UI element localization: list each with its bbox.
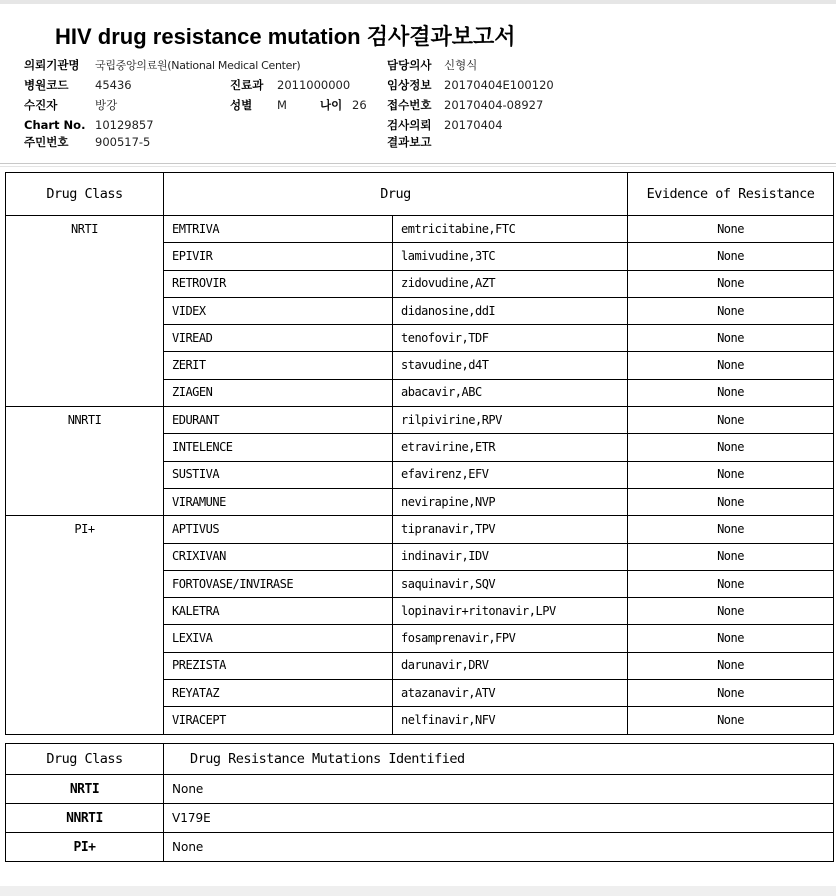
generic-name-cell: lopinavir+ritonavir,LPV [393,598,628,625]
info-referring-institution [24,58,80,72]
mutation-table-body [6,775,834,862]
col-header-drug: Drug [164,173,628,216]
info-department: 진료과 [230,78,264,92]
generic-name-cell: atazanavir,ATV [393,680,628,707]
drug-class-cell: NNRTI [6,407,164,516]
mutation-value-cell: None [164,833,834,862]
generic-name-cell: darunavir,DRV [393,652,628,679]
mutation-table [5,743,834,862]
mutation-value-cell: V179E [164,804,834,833]
drug-class-cell: PI+ [6,516,164,734]
brand-name-cell: APTIVUS [164,516,393,543]
generic-name-cell: tenofovir,TDF [393,325,628,352]
generic-name-cell: fosamprenavir,FPV [393,625,628,652]
table-row [6,407,834,434]
evidence-cell: None [628,461,834,488]
info-chart-no: Chart No. [24,118,86,132]
info-value-receipt-no: 20170404-08927 [444,98,544,112]
brand-name-cell: FORTOVASE/INVIRASE [164,570,393,597]
brand-name-cell: ZERIT [164,352,393,379]
evidence-cell: None [628,325,834,352]
evidence-cell: None [628,625,834,652]
report-title: HIV drug resistance mutation 검사결과보고서 [55,24,516,49]
info-hospital-code: 병원코드 [24,78,69,92]
evidence-cell: None [628,707,834,734]
evidence-cell: None [628,352,834,379]
info-value-test-request: 20170404 [444,118,503,132]
table-row [6,216,834,243]
evidence-cell: None [628,598,834,625]
col-header-mut-drug-class: Drug Class [6,744,164,775]
table-row [6,833,834,862]
info-patient: 수진자 [24,98,58,112]
brand-name-cell: KALETRA [164,598,393,625]
top-strip [0,0,836,4]
generic-name-cell: indinavir,IDV [393,543,628,570]
info-sex: 성별 [230,98,253,112]
bottom-strip [0,886,836,896]
info-value-clinical-info: 20170404E100120 [444,78,554,92]
generic-name-cell: efavirenz,EFV [393,461,628,488]
brand-name-cell: INTELENCE [164,434,393,461]
generic-name-cell: rilpivirine,RPV [393,407,628,434]
info-receipt-no: 접수번호 [387,98,432,112]
info-value-sex: M [277,98,287,112]
brand-name-cell: EDURANT [164,407,393,434]
generic-name-cell: emtricitabine,FTC [393,216,628,243]
brand-name-cell: VIDEX [164,297,393,324]
generic-name-cell: zidovudine,AZT [393,270,628,297]
header-divider-shadow [0,166,836,167]
table-row [6,804,834,833]
brand-name-cell: CRIXIVAN [164,543,393,570]
info-resident-no: 주민번호 [24,135,69,149]
info-value-patient: 방강 [95,98,118,112]
brand-name-cell: PREZISTA [164,652,393,679]
col-header-drug-class: Drug Class [6,173,164,216]
generic-name-cell: nevirapine,NVP [393,488,628,515]
brand-name-cell: VIRACEPT [164,707,393,734]
evidence-cell: None [628,652,834,679]
info-value-age: 26 [352,98,367,112]
evidence-cell: None [628,516,834,543]
resistance-table-body [6,216,834,735]
generic-name-cell: abacavir,ABC [393,379,628,406]
brand-name-cell: RETROVIR [164,270,393,297]
info-age: 나이 [320,98,343,112]
evidence-cell: None [628,270,834,297]
table-row [6,775,834,804]
generic-name-cell: lamivudine,3TC [393,243,628,270]
evidence-cell: None [628,297,834,324]
col-header-evidence: Evidence of Resistance [628,173,834,216]
header-divider [0,163,836,164]
generic-name-cell: didanosine,ddI [393,297,628,324]
info-value-institution: 국립중앙의료원(National Medical Center) [95,59,301,72]
info-value-hospital-code: 45436 [95,78,132,92]
info-value-chart-no: 10129857 [95,118,154,132]
resistance-header-row [6,173,834,216]
info-test-request: 검사의뢰 [387,118,432,132]
info-label: 의뢰기관명 [24,58,80,72]
generic-name-cell: tipranavir,TPV [393,516,628,543]
brand-name-cell: VIRAMUNE [164,488,393,515]
info-value-doctor: 신형식 [444,58,478,72]
brand-name-cell: SUSTIVA [164,461,393,488]
mutation-class-cell: PI+ [6,833,164,862]
generic-name-cell: stavudine,d4T [393,352,628,379]
brand-name-cell: EPIVIR [164,243,393,270]
evidence-cell: None [628,243,834,270]
info-value-department: 2011000000 [277,78,351,92]
table-row [6,516,834,543]
brand-name-cell: ZIAGEN [164,379,393,406]
brand-name-cell: VIREAD [164,325,393,352]
drug-class-cell: NRTI [6,216,164,407]
info-clinical-info: 임상정보 [387,78,432,92]
info-value-resident-no: 900517-5 [95,135,151,149]
brand-name-cell: REYATAZ [164,680,393,707]
evidence-cell: None [628,216,834,243]
brand-name-cell: EMTRIVA [164,216,393,243]
evidence-cell: None [628,379,834,406]
info-attending-doctor: 담당의사 [387,58,432,72]
evidence-cell: None [628,407,834,434]
evidence-cell: None [628,570,834,597]
generic-name-cell: etravirine,ETR [393,434,628,461]
mutation-header-row [6,744,834,775]
evidence-cell: None [628,680,834,707]
mutation-class-cell: NNRTI [6,804,164,833]
evidence-cell: None [628,543,834,570]
info-result-report: 결과보고 [387,135,432,149]
generic-name-cell: saquinavir,SQV [393,570,628,597]
resistance-table [5,172,834,735]
evidence-cell: None [628,488,834,515]
col-header-mutations: Drug Resistance Mutations Identified [164,744,834,775]
brand-name-cell: LEXIVA [164,625,393,652]
mutation-value-cell: None [164,775,834,804]
mutation-class-cell: NRTI [6,775,164,804]
evidence-cell: None [628,434,834,461]
generic-name-cell: nelfinavir,NFV [393,707,628,734]
